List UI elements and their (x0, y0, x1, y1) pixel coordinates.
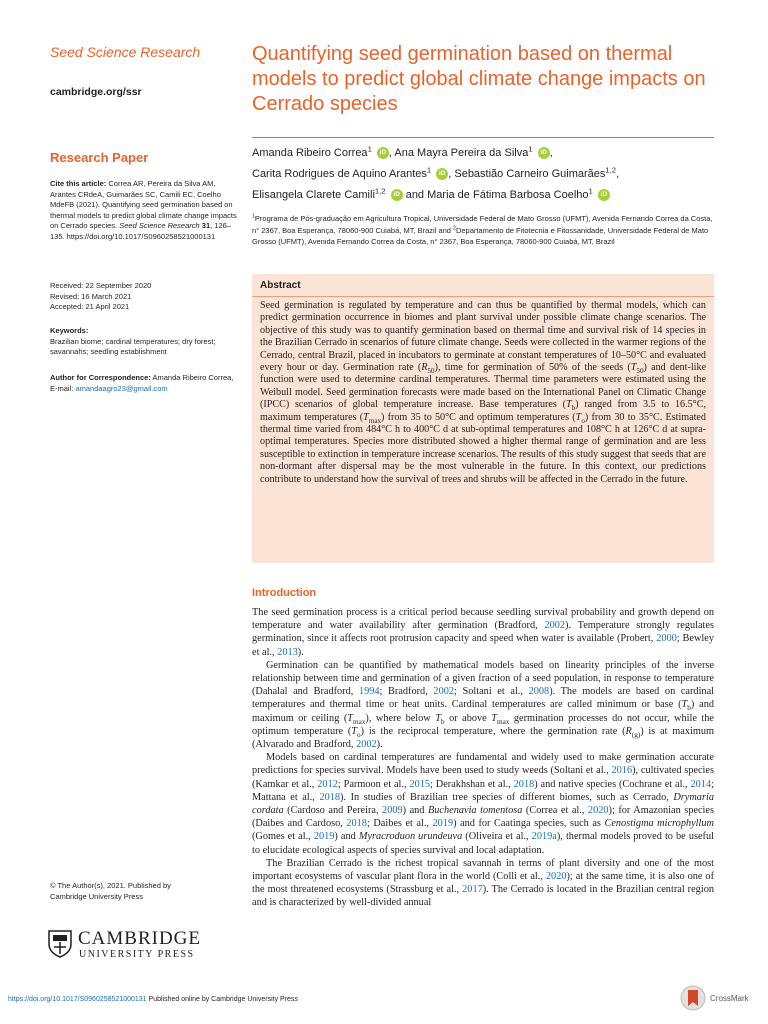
crossmark-label: CrossMark (710, 994, 749, 1003)
keywords-list: Brazilian biome; cardinal temperatures; dry forest; savannahs; seedling establishment (50, 336, 216, 357)
title-divider (252, 137, 714, 138)
paragraph: Germination can be quantified by mathematical models based on linearity principles of the inverse relationship between time and germination of a given fraction of a seed population, in response to temperature (Dahalal and Bradford, 1994; Bradford, 2002; Soltani et al., 2008). The models are based on cardinal temperatures and thermal time or heat units. Cardinal temperatures are called minimum or base $(T_b)$ and maximum or ceiling $(T_{max})$, where below $T_b$ or above $T_{max}$ germination processes do not occur, while the optimum temperature $(T_o)$ is the reciprocal temperature, where the germination rate $(R_{(g)})$ is at maximum (Alvarado and Bradford, 2002). (252, 659, 715, 751)
citation-text: Correa AR, Pereira da Silva AM, Arantes CRdeA, Guimarães SC, Camili EC, Coelho MdeFB (2021). Quantifying seed germination based on thermal models to predict global climate change impacts on Cerrado species. (50, 179, 237, 231)
paragraph: Models based on cardinal temperatures are fundamental and widely used to make germination accurate predictions for species survival. Models have been used to study weeds (Soltani et al., 2016), cultivated species (Kamkar et al., 2012; Parmoon et al., 2015; Derakhshan et al., 2018) and native species (Cochrane et al., 2014; Mattana et al., 2018). In studies of Brazilian tree species of different biomes, such as Cerrado, Drymaria cordata (Cardoso and Pereira, 2009) and Buchenavia tomentosa (Correa et al., 2020); for Amazonian species (Daibes and Cardoso, 2018; Daibes et al., 2019) and for Caatinga species, such as Cenostigma microphyllum (Gomes et al., 2019) and Myracroduon urundeuva (Oliveira et al., 2019a), thermal models proved to be useful to elucidate ecological aspects of species survival and local adaptation. (252, 752, 714, 856)
introduction-heading: Introduction (252, 587, 317, 599)
abstract-box (252, 274, 714, 563)
doi-link[interactable]: https://doi.org/10.1017/S0960258521000131 (8, 996, 147, 1003)
author-list (252, 143, 722, 206)
copyright-line-2: Cambridge University Press (50, 891, 143, 901)
accepted-date: Accepted: 21 April 2021 (50, 302, 130, 312)
author-2: Ana Mayra Pereira da Silva$^1$ iD , (394, 144, 553, 159)
author-3: Carita Rodrigues de Aquino Arantes$^1$ iD , (252, 165, 452, 180)
citation-block (50, 179, 238, 243)
keywords-block (50, 326, 238, 358)
author-6: Maria de Fátima Barbosa Coelho$^1$ iD (427, 189, 610, 201)
cambridge-shield-icon (48, 930, 72, 958)
orcid-icon[interactable]: iD (436, 168, 448, 180)
correspondence-block (50, 373, 238, 394)
orcid-icon[interactable]: iD (391, 189, 403, 201)
correspondence-label: Author for Correspondence: (50, 373, 151, 382)
correspondence-name: Amanda Ribeiro Correa, E-mail: (50, 373, 234, 393)
keywords-label: Keywords: (50, 326, 89, 335)
published-note: Published online by Cambridge University Press (146, 996, 298, 1003)
orcid-icon[interactable]: iD (377, 147, 389, 159)
cambridge-logo (48, 928, 202, 962)
abstract-heading: Abstract (260, 280, 301, 291)
article-title: Quantifying seed germination based on thermal models to predict global climate change impacts on Cerrado species (252, 43, 706, 115)
crossmark-icon (680, 985, 706, 1011)
orcid-icon[interactable]: iD (598, 189, 610, 201)
crossmark-badge[interactable] (680, 985, 760, 1013)
received-date: Received: 22 September 2020 (50, 281, 152, 290)
article-dates (50, 281, 238, 313)
abstract-text: Seed germination is regulated by temperature and can thus be quantified by thermal models, which can predict germination occurrence in biomes and plant survival under possible climate change scenarios. The objective of this study was to quantify germination based on thermal time and survival risk of 14 species in the Brazilian Cerrado in scenarios of future climate change. Seeds were collected in the warmer regions of the Cerrado, central Brazil, placed in incubators to germinate at constant temperatures of 10–50°C and evaluated every hour or day. Germination rate $(R_{50})$, time for germination of 50% of the seeds $(T_{50})$ and dent-like function were used to determine cardinal temperatures. Thermal time parameters were estimated using the Weibull model. Seed germination forecasts were made based on the International Panel on Climatic Change (IPCC) scenarios of global temperature increase. Base temperatures $(T_b)$ ranged from 3.5 to 16.5°C, maximum temperatures $(T_{max})$ from 35 to 50°C and optimum temperatures $(T_o)$ from 30 to 35°C. Estimated thermal time varied from 484°C h to 400°C d at sub-optimal temperatures and 108°C h at 126°C d at supra-optimal temperatures. Species more distributed showed a higher thermal range of germination and are less susceptible to extinction in temperature increase scenarios. The results of this study suggest that seeds that are non-dormant after dispersal may be the most vulnerable in the future. In this context, our predictions contribute to understand how the survival of trees and shrubs will be affected in the Cerrado in the future. (260, 300, 707, 485)
citation-journal: Seed Science Research (119, 221, 200, 231)
orcid-icon[interactable]: iD (538, 147, 550, 159)
introduction-body (252, 606, 714, 910)
page-footer (8, 996, 298, 1003)
abstract-divider (252, 296, 714, 297)
paragraph: The Brazilian Cerrado is the richest tropical savannah in terms of plant diversity and one of the most important ecosystems of vascular plant flora in the world (Colli et al., 2020); at the same time, it is also one of the most threatened ecosystems (Strassburg et al., 2017). The Cerrado is located in the Brazilian central region and is characterized by well-divided annual (252, 857, 715, 909)
affiliations: $^1$Programa de Pós-graduação em Agricultura Tropical, Universidade Federal de Mato Grosso (UFMT), Avenida Fernando Correa da Costa, n° 2367, Boa Esperança, 78060-900 Cuiabá, MT, Brazil and $^2$Departamento de Fitotecnia e Fitossanidade, Universidade Federal de Mato Grosso (UFMT), Avenida Fernando Correa da Costa, n° 2367, Boa Esperança, 78060-900 Cuiabá, MT, Brazil (252, 213, 713, 246)
publisher-wordmark: CAMBRIDGE (78, 928, 202, 949)
author-4: Sebastião Carneiro Guimarães$^{1,2}$, (454, 165, 620, 180)
affiliation-2: Departamento de Fitotecnia e Fitossanidade, Universidade Federal de Mato Grosso (UFMT), Avenida Fernando Correa da Costa, n° 2367, Boa Esperança, 78060-900 Cuiabá, MT, Brazil (252, 225, 709, 246)
citation-label: Cite this article: (50, 179, 107, 188)
journal-name: Seed Science Research (50, 44, 201, 60)
author-5: Elisangela Clarete Camili$^{1,2}$ iD and (252, 186, 425, 201)
citation-volume: 31 (201, 221, 211, 231)
author-1: Amanda Ribeiro Correa$^1$ iD , (252, 144, 392, 159)
article-type-label: Research Paper (50, 150, 149, 165)
revised-date: Revised: 16 March 2021 (50, 291, 132, 301)
copyright-line-1: © The Author(s), 2021. Published by (50, 881, 171, 890)
journal-url[interactable]: cambridge.org/ssr (50, 86, 142, 98)
copyright-notice (50, 881, 238, 902)
affiliation-1: Programa de Pós-graduação em Agricultura Tropical, Universidade Federal de Mato Grosso (UFMT), Avenida Fernando Correa da Costa, n° 2367, Boa Esperança, 78060-900 Cuiabá, MT, Brazil and (252, 214, 713, 235)
publisher-subtitle: UNIVERSITY PRESS (79, 949, 195, 960)
correspondence-email-link[interactable]: amandaagro23@gmail.com (75, 383, 168, 393)
citation-pages-doi[interactable]: , 126–135. https://doi.org/10.1017/S0960258521000131 (50, 221, 231, 241)
paragraph: The seed germination process is a critical period because seedling survival probability and growth depend on temperature and water availability after germination (Bradford, 2002). Temperature strongly regulates germination, since it affects root protrusion capacity and speed when water is available (Probert, 2000; Bewley et al., 2013). (252, 607, 715, 658)
